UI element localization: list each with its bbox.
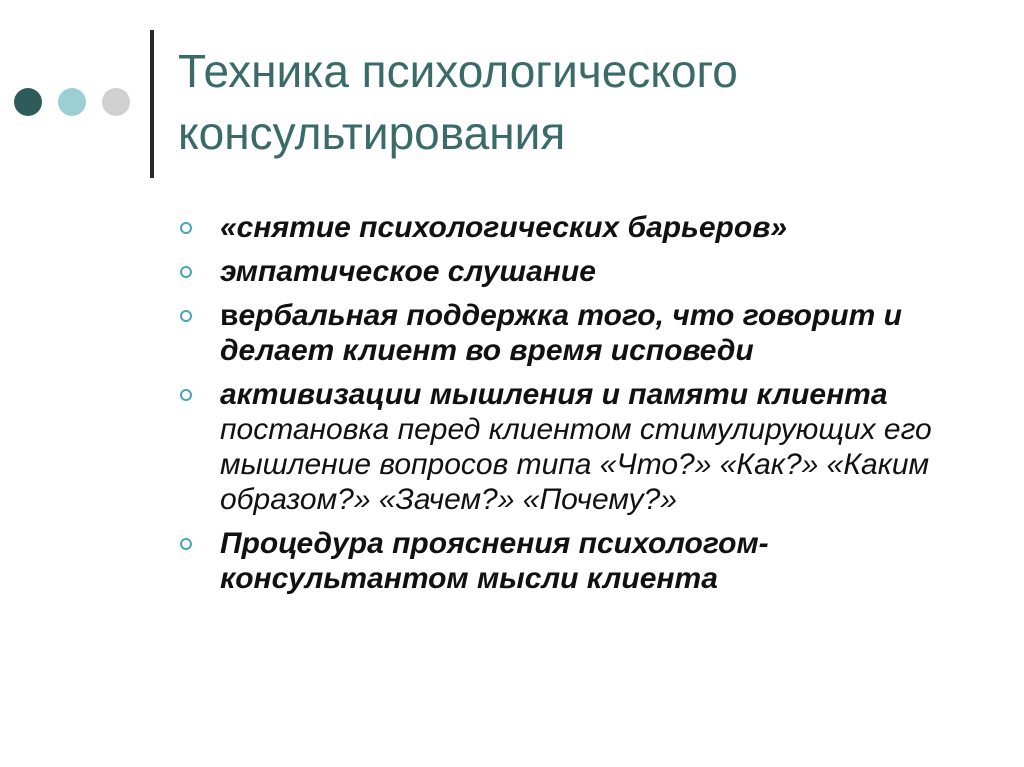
list-item-text-part: «снятие психологических барьеров» bbox=[220, 211, 788, 244]
slide-title-line-2: консультирования bbox=[178, 107, 566, 159]
bullet-list bbox=[180, 210, 960, 605]
list-item-text bbox=[220, 211, 787, 244]
list-item bbox=[180, 254, 960, 289]
list-item bbox=[180, 377, 960, 517]
slide-title bbox=[178, 40, 998, 164]
ring-bullet-icon bbox=[180, 222, 192, 234]
dot-light-teal-icon bbox=[58, 88, 86, 116]
title-divider-bar bbox=[150, 30, 154, 178]
ring-bullet-icon bbox=[180, 538, 192, 550]
list-item-text-part: в bbox=[220, 299, 239, 332]
list-item bbox=[180, 298, 960, 368]
list-item-text bbox=[220, 255, 596, 288]
decorative-dots bbox=[14, 88, 134, 120]
list-item-text bbox=[220, 527, 769, 595]
list-item-text-part: эмпатическое слушание bbox=[220, 255, 596, 288]
ring-bullet-icon bbox=[180, 389, 192, 401]
list-item-text-part: постановка перед клиентом стимулирующих его мышление вопросов типа «Что?» «Как?» «Каким образом?» «Зачем?» «Почему?» bbox=[220, 413, 932, 516]
slide-title-line-1: Техника психологического bbox=[178, 45, 738, 97]
list-item-text-part: ербальная поддержка того, что говорит и делает клиент во время исповеди bbox=[220, 299, 902, 367]
list-item bbox=[180, 210, 960, 245]
list-item bbox=[180, 526, 960, 596]
list-item-text-part: Процедура прояснения психологом-консультантом мысли клиента bbox=[220, 527, 769, 595]
dot-dark-icon bbox=[14, 88, 42, 116]
dot-gray-icon bbox=[102, 88, 130, 116]
ring-bullet-icon bbox=[180, 310, 192, 322]
ring-bullet-icon bbox=[180, 266, 192, 278]
list-item-text bbox=[220, 378, 932, 516]
list-item-text-part: активизации мышления и памяти клиента bbox=[220, 378, 888, 411]
list-item-text bbox=[220, 299, 902, 367]
